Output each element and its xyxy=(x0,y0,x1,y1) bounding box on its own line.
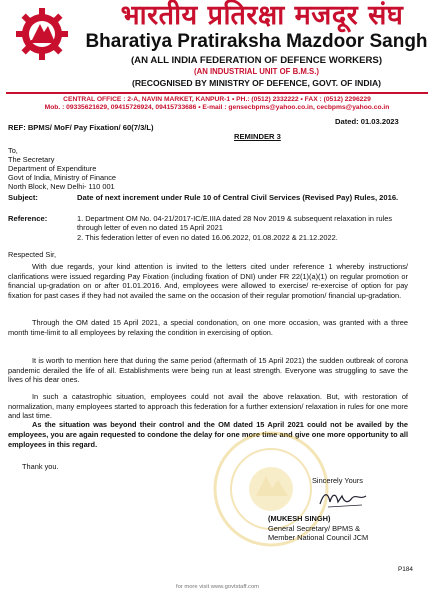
page-number: P184 xyxy=(398,566,413,573)
reference-label: Reference: xyxy=(8,214,48,223)
body-paragraph: Through the OM dated 15 April 2021, a special condonation, on one more occasion, was granted with a three month time-limit to all employees by relaxing the condition in exercising of option. xyxy=(8,318,408,337)
addressee-line: North Block, New Delhi- 110 001 xyxy=(8,182,115,191)
office-address: CENTRAL OFFICE : 2-A, NAVIN MARKET, KANPUR-1 • PH.: (0512) 2332222 • FAX : (0512) 2296229 xyxy=(63,96,371,103)
addressee-to: To, xyxy=(8,146,18,155)
org-hindi-name: भारतीय प्रतिरक्षा मजदूर संघ xyxy=(120,0,404,31)
sincerely-yours: Sincerely Yours xyxy=(312,476,363,485)
signatory-name: (MUKESH SINGH) xyxy=(268,514,331,523)
letter-date: Dated: 01.03.2023 xyxy=(335,117,399,126)
signatory-block xyxy=(268,514,368,543)
addressee-line: Department of Expenditure xyxy=(8,164,97,173)
body-paragraph: In such a catastrophic situation, employees could not avail the above relaxation. But, with restoration of normalization, many employees started to approach this federation for a further extension/ relaxation in rules for one more and last time. xyxy=(8,392,408,420)
body-paragraph: With due regards, your kind attention is invited to the letters cited under reference 1 whereby instructions/ clarifications were issued regarding Pay Fixation (including fixation of DNI) under FR 22(1)(a)(1) on regular promotion or financial up-gradation on or after 01.01.2016. And, employees were allowed to exercise/ re-exercise of option for pay fixation for past cases if they had not availed the same on the occasion of their regular promotion/ financial up-gradation. xyxy=(8,262,408,300)
reference-item: 1. Department OM No. 04-21/2017-IC/E.IIIA dated 28 Nov 2019 & subsequent relaxation in rules through letter of even no dated 15 April 2021 xyxy=(77,214,393,233)
contact-line: Mob. : 09335621629, 09415726924, 09415733686 • E-mail : gensecbpms@yahoo.co.in, cecbpms@yahoo.co.in xyxy=(44,104,390,111)
org-english-name: Bharatiya Pratiraksha Mazdoor Sangh xyxy=(85,31,428,52)
thank-you: Thank you. xyxy=(22,462,59,471)
reference-item: 2. This federation letter of even no dated 16.06.2022, 01.08.2022 & 21.12.2022. xyxy=(77,232,338,242)
recognition-line: (RECOGNISED BY MINISTRY OF DEFENCE, GOVT. OF INDIA) xyxy=(131,78,382,88)
addressee-block xyxy=(8,146,116,191)
reference-number: REF: BPMS/ MoF/ Pay Fixation/ 60(7/3/L) xyxy=(8,123,154,132)
request-paragraph: As the situation was beyond their control and the OM dated 15 April 2021 could not be availed by the employees, you are again requested to condone the delay for one more time and give one more opportunity to all employees in this regard. xyxy=(8,420,408,449)
signature xyxy=(318,488,370,510)
website-footer[interactable]: for more visit www.govtstaff.com xyxy=(176,584,260,590)
addressee-line: Govt of India, Ministry of Finance xyxy=(8,173,117,182)
subject-label: Subject: xyxy=(8,193,38,202)
body-paragraph: It is worth to mention here that during the same period (aftermath of 15 April 2021) the sudden outbreak of corona pandemic derailed the life of all. Establishments were being run at least strength. Everyone was struggling to save the lives of his dear ones. xyxy=(8,356,408,384)
bms-gear-logo xyxy=(14,6,70,62)
federation-line: (AN ALL INDIA FEDERATION OF DEFENCE WORKERS) xyxy=(130,55,383,66)
salutation: Respected Sir, xyxy=(8,250,57,259)
addressee-line: The Secretary xyxy=(8,155,55,164)
reference-list xyxy=(77,214,407,242)
signatory-designation: General Secretary/ BPMS & xyxy=(268,523,361,533)
signatory-designation: Member National Council JCM xyxy=(268,533,369,542)
header-divider xyxy=(6,92,428,94)
reminder-label: REMINDER 3 xyxy=(234,132,281,141)
subject-text: Date of next increment under Rule 10 of Central Civil Services (Revised Pay) Rules, 2016. xyxy=(77,193,399,202)
unit-line: (AN INDUSTRIAL UNIT OF B.M.S.) xyxy=(193,67,320,76)
